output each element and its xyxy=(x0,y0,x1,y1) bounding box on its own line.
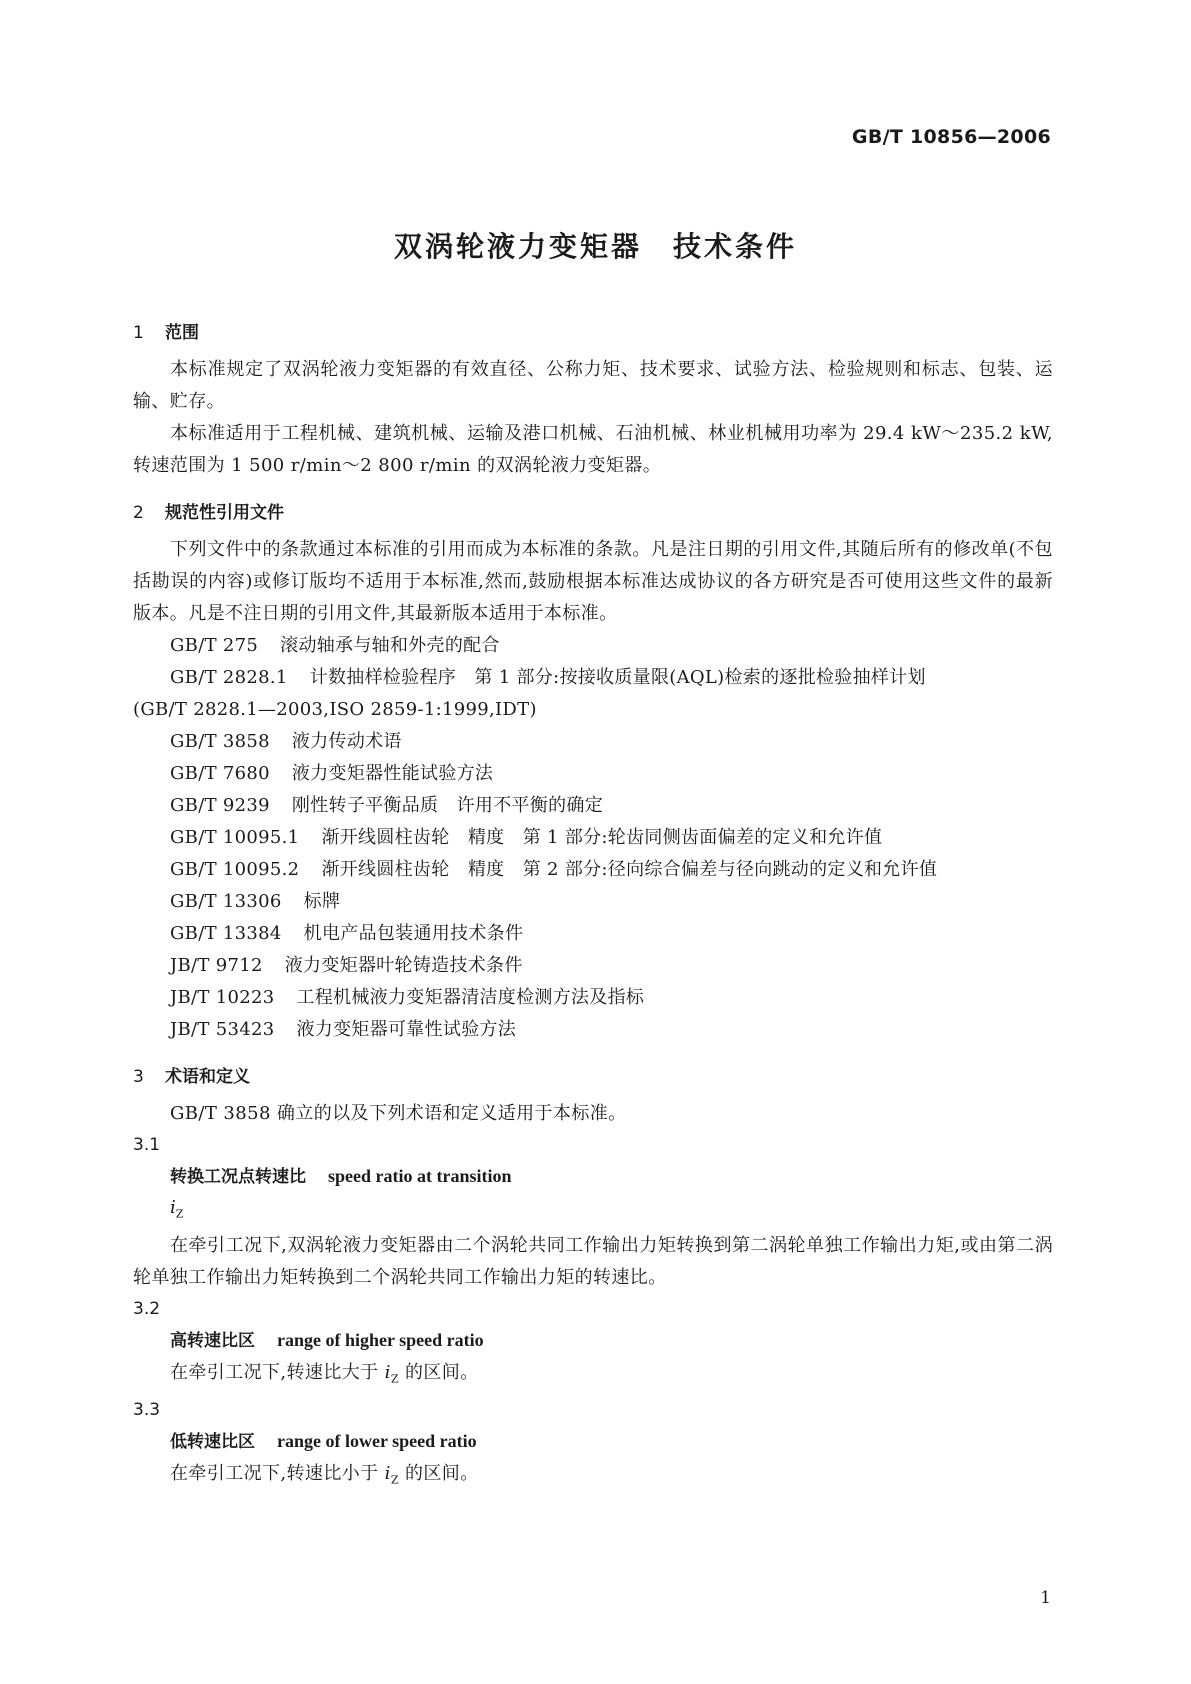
reference-item xyxy=(133,758,1053,790)
term-definition: 在牵引工况下,转速比大于 $i_Z$ 的区间。 xyxy=(170,1361,479,1386)
term-name-zh: 高转速比区 xyxy=(170,1330,255,1351)
reference-item xyxy=(133,854,1053,886)
section-title: 范围 xyxy=(165,323,199,343)
reference-title: 液力变矩器叶轮铸造技术条件 xyxy=(284,955,523,976)
reference-item xyxy=(133,982,1053,1014)
reference-item xyxy=(133,790,1053,822)
reference-code: GB/T 9239 xyxy=(170,795,270,816)
section-2-heading xyxy=(133,498,1053,528)
reference-title: 渐开线圆柱齿轮 精度 第 1 部分:轮齿同侧齿面偏差的定义和允许值 xyxy=(321,827,883,848)
reference-code: GB/T 10095.2 xyxy=(170,859,300,880)
term-name-en: range of lower speed ratio xyxy=(277,1431,477,1452)
reference-code: JB/T 9712 xyxy=(170,955,263,976)
section-number: 3 xyxy=(133,1067,144,1087)
reference-title: 液力变矩器性能试验方法 xyxy=(291,763,494,784)
reference-item xyxy=(133,1014,1053,1046)
term-symbol: $i_Z$ xyxy=(170,1197,184,1221)
reference-title: 机电产品包装通用技术条件 xyxy=(303,923,524,944)
reference-item xyxy=(133,918,1053,950)
term-number: 3.1 xyxy=(133,1135,161,1155)
term-name-zh: 低转速比区 xyxy=(170,1432,255,1453)
term-definition: 在牵引工况下,转速比小于 $i_Z$ 的区间。 xyxy=(170,1463,479,1487)
reference-code: GB/T 2828.1 xyxy=(170,667,288,688)
reference-code: GB/T 10095.1 xyxy=(170,827,300,848)
term-number: 3.2 xyxy=(133,1298,161,1319)
page-number: 1 xyxy=(1040,1588,1051,1608)
paragraph: GB/T 3858 确立的以及下列术语和定义适用于本标准。 xyxy=(170,1103,627,1124)
section-number: 2 xyxy=(133,503,144,523)
term-heading xyxy=(133,1160,1053,1193)
reference-title: 液力变矩器可靠性试验方法 xyxy=(296,1019,517,1040)
document-title: 双涡轮液力变矩器 技术条件 xyxy=(393,230,797,263)
reference-title: 刚性转子平衡品质 许用不平衡的确定 xyxy=(291,795,604,816)
reference-continuation: (GB/T 2828.1—2003,ISO 2859-1:1999,IDT) xyxy=(133,699,537,720)
section-number: 1 xyxy=(133,323,144,343)
standard-number: GB/T 10856—2006 xyxy=(851,126,1051,148)
reference-code: GB/T 7680 xyxy=(170,763,270,784)
term-heading xyxy=(133,1324,1053,1357)
section-1-heading xyxy=(133,318,1053,348)
paragraph: 下列文件中的条款通过本标准的引用而成为本标准的条款。凡是注日期的引用文件,其随后所有的修改单(不包括勘误的内容)或修订版均不适用于本标准,然而,鼓励根据本标准达成协议的各方研究是否可使用这些文件的最新版本。凡是不注日期的引用文件,其最新版本适用于本标准。 xyxy=(133,539,1053,624)
reference-title: 渐开线圆柱齿轮 精度 第 2 部分:径向综合偏差与径向跳动的定义和允许值 xyxy=(321,859,938,880)
section-3-heading xyxy=(133,1062,1053,1092)
reference-item xyxy=(133,630,1053,662)
paragraph: 本标准规定了双涡轮液力变矩器的有效直径、公称力矩、技术要求、试验方法、检验规则和标志、包装、运输、贮存。 xyxy=(133,359,1053,412)
term-heading xyxy=(133,1425,1053,1458)
reference-code: JB/T 10223 xyxy=(170,987,275,1008)
reference-title: 标牌 xyxy=(303,891,341,912)
reference-title: 计数抽样检验程序 第 1 部分:按接收质量限(AQL)检索的逐批检验抽样计划 xyxy=(309,667,926,688)
reference-item xyxy=(133,950,1053,982)
reference-code: GB/T 13306 xyxy=(170,891,282,912)
reference-code: JB/T 53423 xyxy=(170,1019,275,1040)
reference-title: 工程机械液力变矩器清洁度检测方法及指标 xyxy=(296,987,645,1008)
reference-title: 滚动轴承与轴和外壳的配合 xyxy=(280,635,500,656)
term-definition: 在牵引工况下,双涡轮液力变矩器由二个涡轮共同工作输出力矩转换到第二涡轮单独工作输出力矩,或由第二涡轮单独工作输出力矩转换到二个涡轮共同工作输出力矩的转速比。 xyxy=(133,1234,1053,1288)
section-title: 术语和定义 xyxy=(165,1067,250,1087)
term-name-zh: 转换工况点转速比 xyxy=(170,1167,306,1187)
reference-title: 液力传动术语 xyxy=(291,731,402,752)
reference-item xyxy=(133,662,1053,726)
reference-code: GB/T 3858 xyxy=(170,731,270,752)
paragraph: 本标准适用于工程机械、建筑机械、运输及港口机械、石油机械、林业机械用功率为 29.4 kW～235.2 kW,转速范围为 1 500 r/min～2 800 r/min 的双涡轮液力变矩器。 xyxy=(133,423,1053,476)
term-name-en: speed ratio at transition xyxy=(328,1166,512,1186)
term-number: 3.3 xyxy=(133,1400,161,1421)
normative-reference-list xyxy=(133,630,1053,1046)
reference-item xyxy=(133,886,1053,918)
reference-item xyxy=(133,822,1053,854)
term-name-en: range of higher speed ratio xyxy=(277,1329,484,1350)
document-body xyxy=(133,318,1053,1497)
reference-item xyxy=(133,726,1053,758)
reference-code: GB/T 13384 xyxy=(170,923,282,944)
section-title: 规范性引用文件 xyxy=(165,503,284,523)
reference-code: GB/T 275 xyxy=(170,635,259,656)
